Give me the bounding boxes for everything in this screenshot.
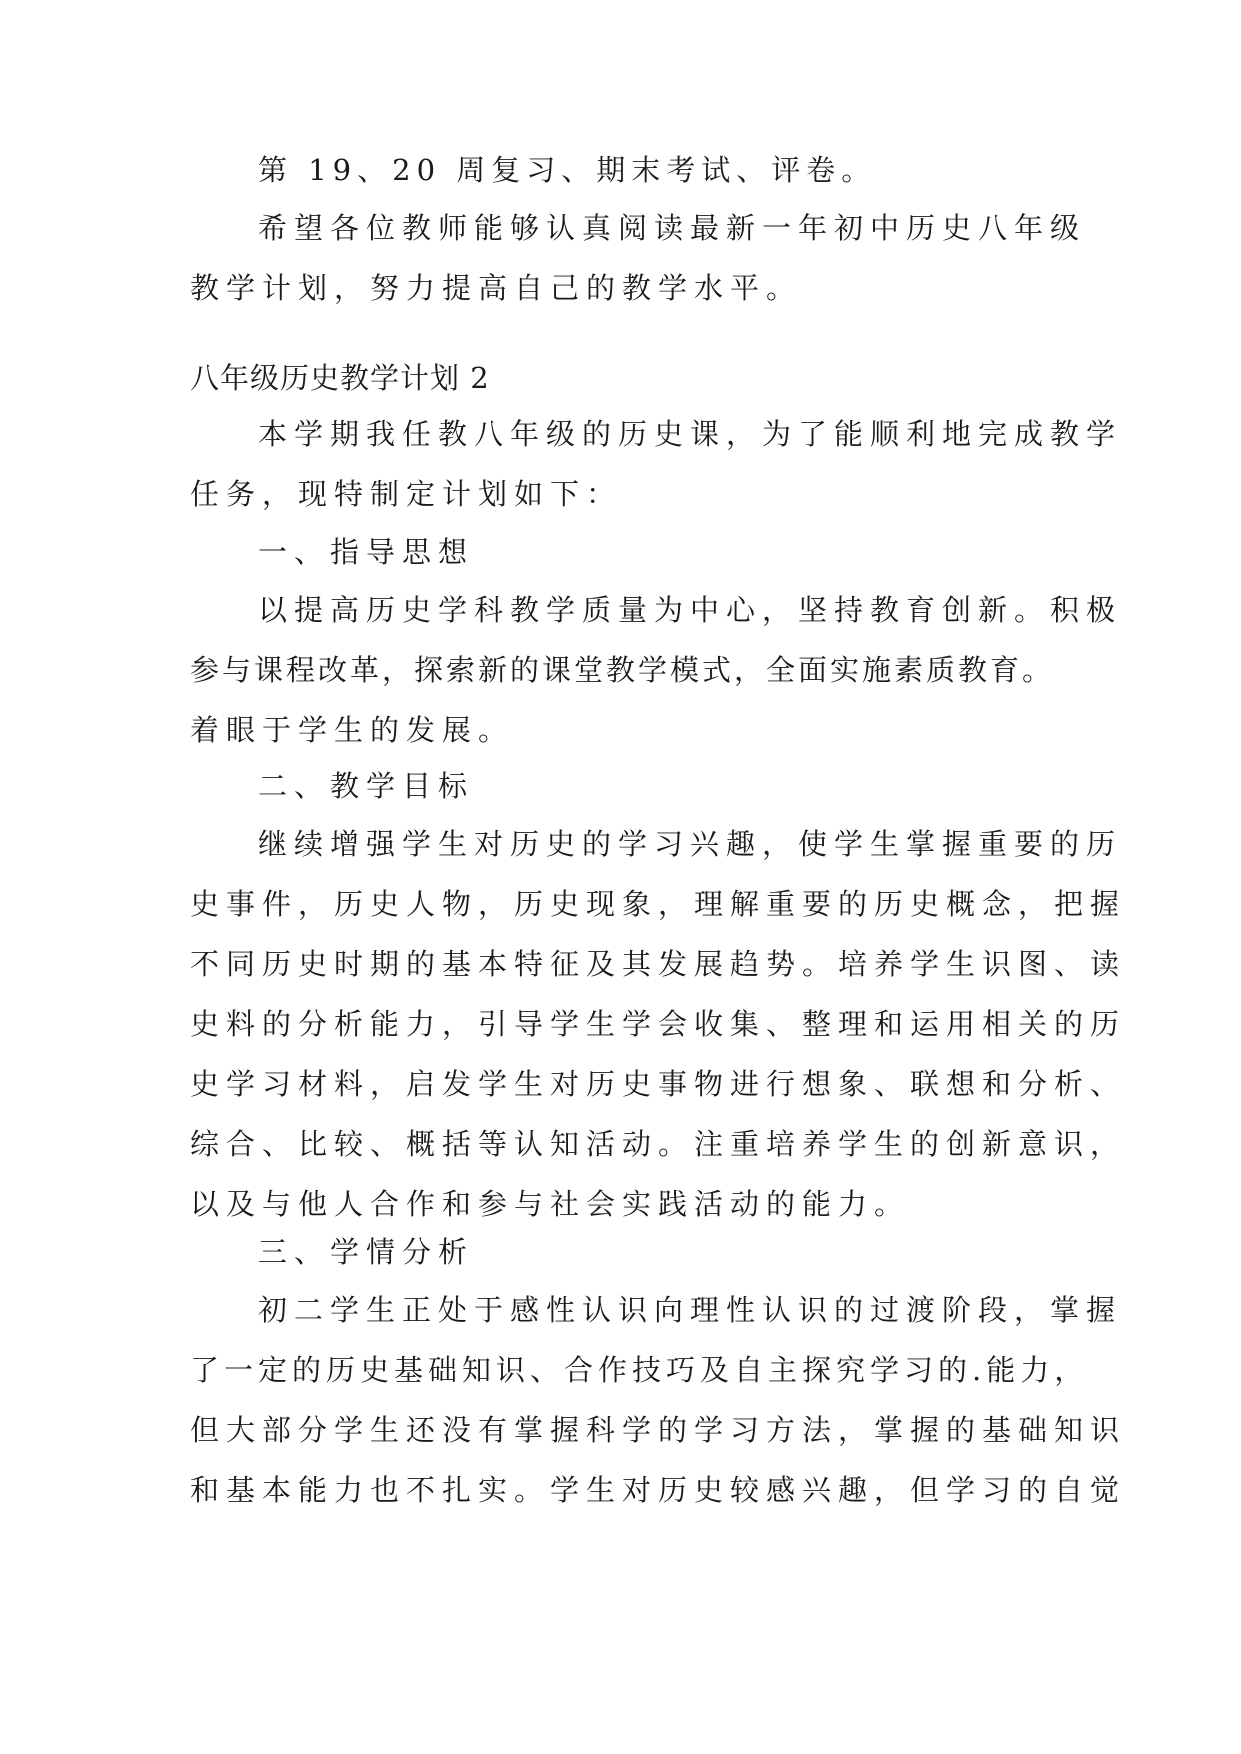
text-line: 和基本能力也不扎实。学生对历史较感兴趣，但学习的自觉 — [190, 1473, 1127, 1507]
text-line: 第 19、20 周复习、期末考试、评卷。 — [258, 153, 877, 187]
section-heading: 三、学情分析 — [258, 1235, 475, 1269]
text-line: 了一定的历史基础知识、合作技巧及自主探究学习的.能力， — [190, 1353, 1089, 1387]
paragraph-intro — [190, 404, 1123, 524]
text-line: 初二学生正处于感性认识向理性认识的过渡阶段，掌握 — [258, 1293, 1123, 1327]
paragraph-teaching-goals — [190, 814, 1127, 1234]
text-line: 本学期我任教八年级的历史课，为了能顺利地完成教学 — [258, 417, 1123, 451]
heading-teaching-goals — [190, 756, 1060, 816]
text-line: 任务，现特制定计划如下： — [190, 477, 623, 511]
paragraph-guiding-ideology — [190, 580, 1123, 760]
text-line: 继续增强学生对历史的学习兴趣，使学生掌握重要的历 — [258, 827, 1123, 861]
text-line: 希望各位教师能够认真阅读最新一年初中历史八年级 — [258, 211, 1087, 245]
heading-student-analysis — [190, 1222, 1060, 1282]
heading-guiding-ideology — [190, 522, 1060, 582]
text-line: 不同历史时期的基本特征及其发展趋势。培养学生识图、读 — [190, 947, 1127, 981]
paragraph-review-week — [258, 140, 1128, 200]
text-line: 以提高历史学科教学质量为中心，坚持教育创新。积极 — [258, 593, 1123, 627]
section-heading: 一、指导思想 — [258, 535, 475, 569]
section-title — [190, 348, 1060, 408]
section-heading: 二、教学目标 — [258, 769, 475, 803]
text-line: 综合、比较、概括等认知活动。注重培养学生的创新意识， — [190, 1127, 1127, 1161]
paragraph-student-analysis — [190, 1280, 1127, 1520]
text-line: 但大部分学生还没有掌握科学的学习方法，掌握的基础知识 — [190, 1413, 1127, 1447]
text-line: 教学计划，努力提高自己的教学水平。 — [190, 271, 803, 305]
text-line: 史学习材料，启发学生对历史事物进行想象、联想和分析、 — [190, 1067, 1127, 1101]
text-line: 以及与他人合作和参与社会实践活动的能力。 — [190, 1187, 911, 1221]
text-line: 史料的分析能力，引导学生学会收集、整理和运用相关的历 — [190, 1007, 1127, 1041]
paragraph-hope — [190, 198, 1087, 318]
text-line: 史事件，历史人物，历史现象，理解重要的历史概念，把握 — [190, 887, 1127, 921]
page-title: 八年级历史教学计划 2 — [190, 361, 490, 395]
text-line: 着眼于学生的发展。 — [190, 713, 515, 747]
text-line: 参与课程改革，探索新的课堂教学模式，全面实施素质教育。 — [190, 653, 1055, 687]
